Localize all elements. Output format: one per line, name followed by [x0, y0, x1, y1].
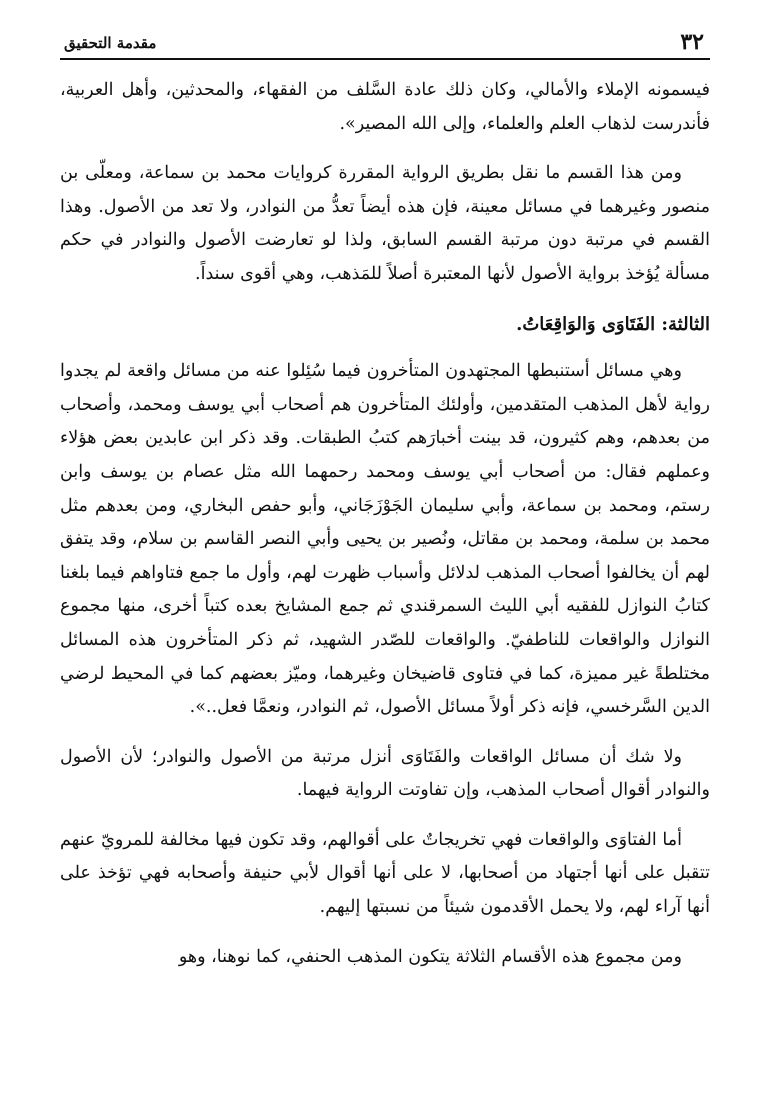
book-page — [60, 28, 710, 1078]
page-header — [60, 28, 710, 60]
paragraph-6: ومن مجموع هذه الأقسام الثلاثة يتكون المذهب الحنفي، كما نوهنا، وهو — [178, 946, 682, 967]
page-body — [60, 74, 710, 974]
paragraph-5: أما الفتاوَى والواقعات فهي تخريجاتٌ على أقوالهم، وقد تكون فيها مخالفة للمرويّ عنهم تتقبل على أنها أجتهاد من أصحابها، لا على أنها أقوال لأبي حنيفة وأصحابه فهي تؤخذ على أنها آراء لهم، ولا يحمل الأقدمون شيئاً من نسبتها إليهم. — [60, 829, 710, 918]
paragraph-2: ومن هذا القسم ما نقل بطريق الرواية المقررة كروايات محمد بن سماعة، ومعلّى بن منصور وغيرهما في مسائل معينة، فإن هذه أيضاً تعدُّ من النوادر، ولا تعد من الأصول. وهذا القسم في مرتبة دون مرتبة القسم السابق، ولذا لو تعارضت الأصول والنوادر في حكم مسألة يُؤخذ برواية الأصول لأنها المعتبرة أصلاً للمَذهب، وهي أقوى سنداً. — [60, 163, 710, 284]
section-heading: الثالثة: الفَتَاوَى وَالوَاقِعَاتُ. — [516, 313, 710, 335]
running-title: مقدمة التحقيق — [64, 34, 157, 52]
paragraph-1: فيسمونه الإملاء والأمالي، وكان ذلك عادة السَّلف من الفقهاء، والمحدثين، وأهل العربية، فأندرست لذهاب العلم والعلماء، وإلى الله المصير». — [60, 80, 710, 134]
paragraph-3: وهي مسائل أستنبطها المجتهدون المتأخرون فيما سُئِلوا عنه من مسائل واقعة لم يجدوا رواية لأهل المذهب المتقدمين، وأولئك المتأخرون هم أصحاب أبي يوسف ومحمد، وأصحاب من بعدهم، وهم كثيرون، قد بينت أخبارَهم كتبُ الطبقات. وقد ذكر ابن عابدين بعض هؤلاء وعملهم فقال: من أصحاب أبي يوسف ومحمد رحمهما الله مثل عصام بن يوسف وابن رستم، ومحمد بن سماعة، وأبي سليمان الجَوْزَجَاني، وأبو حفص البخاري، ومن بعدهم مثل محمد بن سلمة، ومحمد بن مقاتل، ونُصير بن يحيى وأبي النصر القاسم بن سلام، وقد يتفق لهم أن يخالفوا أصحاب المذهب لدلائل وأسباب ظهرت لهم، وأول ما جمع فتاواهم فيما بلغنا كتابُ النوازل للفقيه أبي الليث السمرقندي ثم جمع المشايخ بعده كتباً أخرى، منها مجموع النوازل والواقعات للناطفيّ. والواقعات للصّدر الشهيد، ثم ذكر المتأخرون هذه المسائل مختلطةً غير مميزة، كما في فتاوى قاضيخان وغيرهما، وميّز بعضهم كما في المحيط لرضي الدين السَّرخسي، فإنه ذكر أولاً مسائل الأصول، ثم النوادر، ونعمَّا فعل..». — [60, 361, 710, 718]
page-number: ٣٢ — [680, 29, 704, 55]
paragraph-4: ولا شك أن مسائل الواقعات والفَتَاوَى أنزل مرتبة من الأصول والنوادر؛ لأن الأصول والنوادر أقوال أصحاب المذهب، وإن تفاوتت الرواية فيهما. — [60, 746, 710, 801]
